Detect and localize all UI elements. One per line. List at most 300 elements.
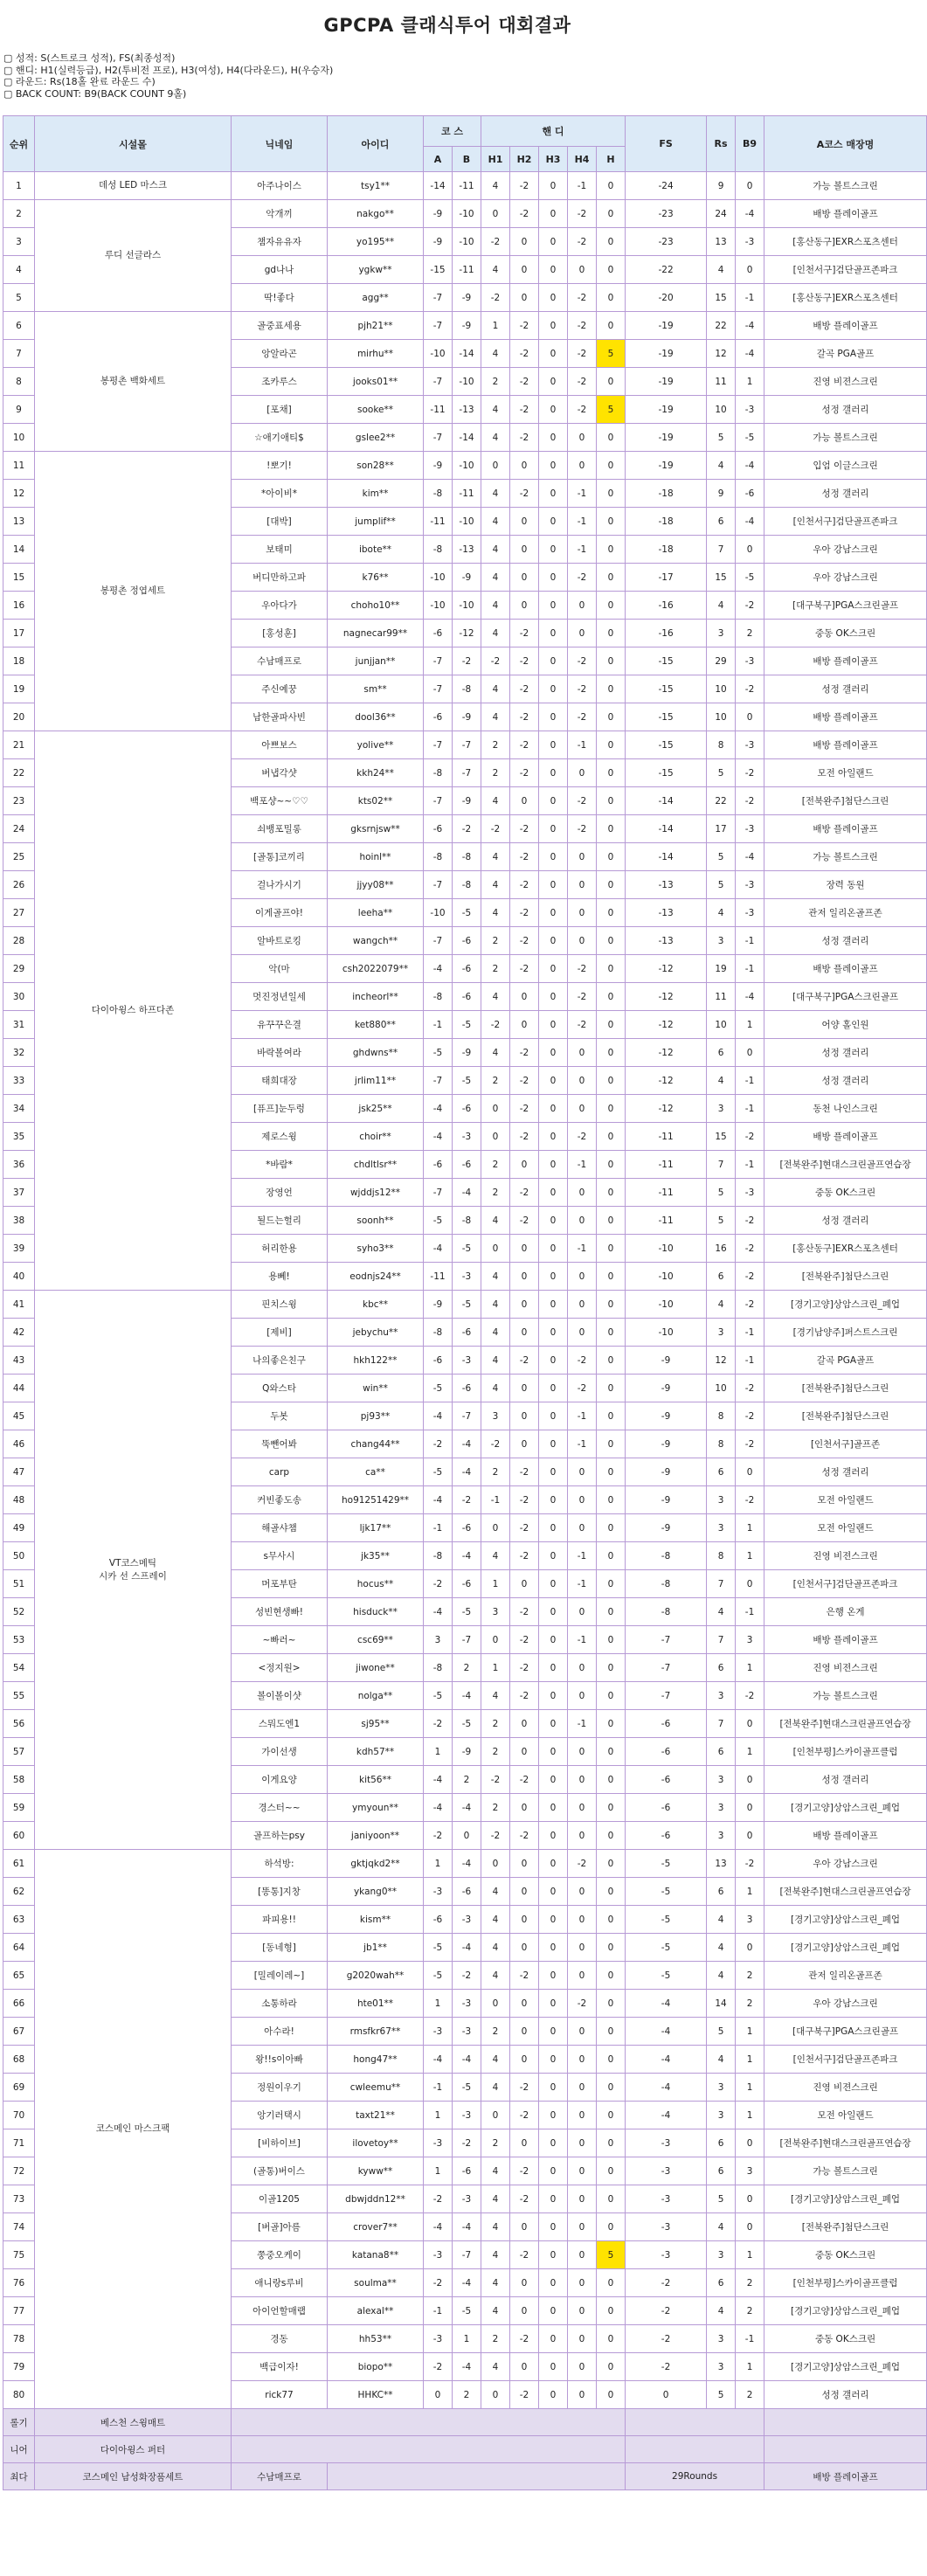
- cell-fs: -2: [626, 2353, 707, 2381]
- cell-h1: 4: [481, 675, 510, 703]
- cell-rs: 6: [707, 508, 736, 536]
- cell-h2: 0: [510, 2129, 539, 2157]
- cell-a-shop: 우아 강남스크린: [764, 1850, 927, 1878]
- cell-fs: -4: [626, 2102, 707, 2129]
- cell-b9: -2: [736, 1850, 764, 1878]
- cell-h2: 0: [510, 592, 539, 620]
- cell-nickname: 커빈좋도송: [232, 1486, 328, 1514]
- cell-a-shop: 중동 OK스크린: [764, 620, 927, 647]
- cell-course-b: -8: [453, 871, 481, 899]
- col-ashop-header: A코스 매장명: [764, 116, 927, 172]
- cell-course-a: -6: [424, 1347, 453, 1375]
- cell-rs: 9: [707, 172, 736, 200]
- cell-h3: 0: [539, 1347, 568, 1375]
- cell-h3: 0: [539, 1235, 568, 1263]
- cell-h4: -2: [568, 703, 597, 731]
- cell-h1: 4: [481, 480, 510, 508]
- cell-b9: 1: [736, 2018, 764, 2046]
- cell-rs: 5: [707, 843, 736, 871]
- cell-rs: 8: [707, 1402, 736, 1430]
- cell-course-a: -4: [424, 955, 453, 983]
- cell-h3: 0: [539, 1179, 568, 1207]
- cell-h1: 4: [481, 2297, 510, 2325]
- cell-a-shop: 갈곡 PGA골프: [764, 340, 927, 368]
- cell-h3: 0: [539, 564, 568, 592]
- cell-id: jrlim11**: [328, 1067, 424, 1095]
- cell-id: nakgo**: [328, 200, 424, 228]
- cell-nickname: 쭝중오케이: [232, 2241, 328, 2269]
- cell-id: hoinl**: [328, 843, 424, 871]
- cell-h1: 2: [481, 1067, 510, 1095]
- cell-b9: -2: [736, 759, 764, 787]
- cell-h2: 0: [510, 1570, 539, 1598]
- cell-a-shop: 어양 홀인원: [764, 1011, 927, 1039]
- cell-rs: 10: [707, 703, 736, 731]
- cell-a-shop: [대구북구]PGA스크린골프: [764, 592, 927, 620]
- cell-h1: 2: [481, 1458, 510, 1486]
- prize-nick: [232, 2409, 626, 2436]
- cell-rank: 27: [3, 899, 35, 927]
- cell-nickname: 뚝뺀어봐: [232, 1430, 328, 1458]
- cell-id: tsy1**: [328, 172, 424, 200]
- cell-h3: 0: [539, 1990, 568, 2018]
- cell-a-shop: [경기고양]상암스크린_폐업: [764, 1934, 927, 1962]
- cell-course-b: -2: [453, 1486, 481, 1514]
- cell-rank: 13: [3, 508, 35, 536]
- cell-id: hkh122**: [328, 1347, 424, 1375]
- cell-a-shop: 입엄 이글스크린: [764, 452, 927, 480]
- cell-h1: 4: [481, 1682, 510, 1710]
- cell-b9: -1: [736, 1067, 764, 1095]
- cell-h1: 4: [481, 1207, 510, 1235]
- cell-nickname: 가이선생: [232, 1738, 328, 1766]
- cell-h: 0: [597, 1766, 626, 1794]
- cell-rs: 3: [707, 620, 736, 647]
- cell-rs: 3: [707, 1486, 736, 1514]
- cell-fs: -10: [626, 1319, 707, 1347]
- cell-rank: 8: [3, 368, 35, 396]
- cell-nickname: [비하이브]: [232, 2129, 328, 2157]
- cell-id: hisduck**: [328, 1598, 424, 1626]
- cell-b9: -1: [736, 1095, 764, 1123]
- cell-h4: -2: [568, 983, 597, 1011]
- cell-h1: 4: [481, 1962, 510, 1990]
- cell-h4: -2: [568, 787, 597, 815]
- cell-h3: 0: [539, 2213, 568, 2241]
- cell-rank: 2: [3, 200, 35, 228]
- cell-h4: 0: [568, 2213, 597, 2241]
- cell-h1: 4: [481, 2157, 510, 2185]
- cell-h3: 0: [539, 1067, 568, 1095]
- cell-course-b: -5: [453, 1291, 481, 1319]
- cell-shop-group: VT코스메틱 시카 선 스프레이: [35, 1291, 232, 1850]
- cell-h: 0: [597, 1682, 626, 1710]
- cell-b9: -2: [736, 1682, 764, 1710]
- cell-rs: 3: [707, 1766, 736, 1794]
- cell-id: sj95**: [328, 1710, 424, 1738]
- cell-h4: -2: [568, 1347, 597, 1375]
- cell-rank: 42: [3, 1319, 35, 1347]
- table-row: [3, 200, 927, 228]
- cell-course-b: -6: [453, 955, 481, 983]
- cell-nickname: [퓨프]눈두렁: [232, 1095, 328, 1123]
- cell-h2: 0: [510, 2018, 539, 2046]
- cell-fs: -10: [626, 1263, 707, 1291]
- cell-id: jebychu**: [328, 1319, 424, 1347]
- cell-fs: -3: [626, 2157, 707, 2185]
- cell-h4: -1: [568, 480, 597, 508]
- cell-nickname: 보태미: [232, 536, 328, 564]
- cell-course-a: -5: [424, 1962, 453, 1990]
- cell-h1: -2: [481, 1822, 510, 1850]
- cell-h4: -2: [568, 675, 597, 703]
- cell-h4: 0: [568, 1822, 597, 1850]
- cell-rank: 70: [3, 2102, 35, 2129]
- cell-h1: 1: [481, 1654, 510, 1682]
- col-h-header: H: [597, 147, 626, 172]
- cell-course-b: -7: [453, 1626, 481, 1654]
- cell-fs: -23: [626, 228, 707, 256]
- cell-a-shop: 가능 볼트스크린: [764, 1682, 927, 1710]
- cell-course-a: -1: [424, 2074, 453, 2102]
- cell-id: katana8**: [328, 2241, 424, 2269]
- cell-id: biopo**: [328, 2353, 424, 2381]
- cell-h2: -2: [510, 1654, 539, 1682]
- cell-b9: 1: [736, 2102, 764, 2129]
- cell-course-a: -11: [424, 508, 453, 536]
- cell-h2: -2: [510, 2102, 539, 2129]
- cell-course-b: -10: [453, 228, 481, 256]
- cell-fs: -20: [626, 284, 707, 312]
- cell-nickname: 이게골프야!: [232, 899, 328, 927]
- cell-a-shop: 갈곡 PGA골프: [764, 1347, 927, 1375]
- cell-id: dool36**: [328, 703, 424, 731]
- cell-rank: 45: [3, 1402, 35, 1430]
- cell-course-a: -4: [424, 1766, 453, 1794]
- cell-rs: 4: [707, 1291, 736, 1319]
- cell-b9: 0: [736, 2213, 764, 2241]
- cell-fs: -16: [626, 592, 707, 620]
- cell-nickname: 핀치스윙: [232, 1291, 328, 1319]
- prize-rounds: [626, 2409, 764, 2436]
- cell-rank: 48: [3, 1486, 35, 1514]
- cell-rs: 6: [707, 1654, 736, 1682]
- cell-b9: 2: [736, 1962, 764, 1990]
- cell-h4: 0: [568, 1906, 597, 1934]
- cell-rs: 22: [707, 787, 736, 815]
- cell-h2: -2: [510, 1542, 539, 1570]
- cell-h3: 0: [539, 592, 568, 620]
- cell-h3: 0: [539, 2046, 568, 2074]
- cell-id: chdltlsr**: [328, 1151, 424, 1179]
- cell-course-b: -6: [453, 2157, 481, 2185]
- cell-course-b: -8: [453, 843, 481, 871]
- cell-h2: -2: [510, 172, 539, 200]
- cell-id: ket880**: [328, 1011, 424, 1039]
- cell-course-a: -3: [424, 2325, 453, 2353]
- cell-course-a: -9: [424, 200, 453, 228]
- cell-nickname: 스뭐도엔1: [232, 1710, 328, 1738]
- cell-h4: 0: [568, 1486, 597, 1514]
- cell-a-shop: 가능 볼트스크린: [764, 843, 927, 871]
- cell-b9: -3: [736, 871, 764, 899]
- cell-course-b: 0: [453, 1822, 481, 1850]
- cell-rs: 3: [707, 2241, 736, 2269]
- cell-h2: 0: [510, 1710, 539, 1738]
- prize-nick: [232, 2436, 626, 2463]
- cell-id: choir**: [328, 1123, 424, 1151]
- cell-course-b: -4: [453, 1682, 481, 1710]
- cell-h2: -2: [510, 1039, 539, 1067]
- cell-nickname: 두봇: [232, 1402, 328, 1430]
- cell-rank: 1: [3, 172, 35, 200]
- table-row: [3, 172, 927, 200]
- cell-course-b: -9: [453, 284, 481, 312]
- cell-h3: 0: [539, 2297, 568, 2325]
- cell-nickname: 우아다가: [232, 592, 328, 620]
- cell-id: mirhu**: [328, 340, 424, 368]
- cell-id: g2020wah**: [328, 1962, 424, 1990]
- cell-a-shop: 우아 강남스크린: [764, 564, 927, 592]
- cell-a-shop: [경기고양]상암스크린_폐업: [764, 2185, 927, 2213]
- cell-b9: -2: [736, 675, 764, 703]
- cell-fs: -8: [626, 1598, 707, 1626]
- cell-h4: 0: [568, 1794, 597, 1822]
- cell-h2: 0: [510, 1263, 539, 1291]
- cell-rs: 4: [707, 2046, 736, 2074]
- cell-h1: 4: [481, 703, 510, 731]
- cell-nickname: 악(마: [232, 955, 328, 983]
- cell-a-shop: [전북완주]현대스크린골프연습장: [764, 1151, 927, 1179]
- cell-b9: 0: [736, 256, 764, 284]
- cell-fs: -4: [626, 2046, 707, 2074]
- cell-course-b: -6: [453, 1151, 481, 1179]
- cell-course-a: 1: [424, 1850, 453, 1878]
- cell-rank: 14: [3, 536, 35, 564]
- cell-h1: 2: [481, 2325, 510, 2353]
- cell-nickname: 이골1205: [232, 2185, 328, 2213]
- cell-h4: 0: [568, 452, 597, 480]
- cell-h: 0: [597, 1822, 626, 1850]
- cell-id: janiyoon**: [328, 1822, 424, 1850]
- cell-course-b: -5: [453, 1710, 481, 1738]
- cell-a-shop: 성정 갤러리: [764, 1207, 927, 1235]
- cell-course-b: -9: [453, 787, 481, 815]
- cell-course-b: -3: [453, 1906, 481, 1934]
- cell-b9: 0: [736, 1710, 764, 1738]
- cell-course-b: 2: [453, 1654, 481, 1682]
- cell-nickname: 악개끼: [232, 200, 328, 228]
- cell-course-a: -8: [424, 983, 453, 1011]
- cell-b9: -3: [736, 899, 764, 927]
- cell-h3: 0: [539, 1151, 568, 1179]
- cell-nickname: *아이비*: [232, 480, 328, 508]
- cell-b9: 2: [736, 2381, 764, 2409]
- cell-h4: 0: [568, 1067, 597, 1095]
- cell-fs: -10: [626, 1235, 707, 1263]
- cell-h1: 4: [481, 1878, 510, 1906]
- cell-h: 0: [597, 1906, 626, 1934]
- cell-h3: 0: [539, 1570, 568, 1598]
- cell-rank: 58: [3, 1766, 35, 1794]
- cell-fs: -12: [626, 1039, 707, 1067]
- cell-h3: 0: [539, 1906, 568, 1934]
- cell-h2: 0: [510, 787, 539, 815]
- cell-h3: 0: [539, 1263, 568, 1291]
- cell-b9: 0: [736, 1794, 764, 1822]
- cell-course-a: -2: [424, 1430, 453, 1458]
- cell-h4: 0: [568, 843, 597, 871]
- cell-course-b: -14: [453, 340, 481, 368]
- cell-course-b: -6: [453, 1570, 481, 1598]
- cell-nickname: 경동: [232, 2325, 328, 2353]
- cell-a-shop: [경기고양]상암스크린_폐업: [764, 1794, 927, 1822]
- cell-rs: 7: [707, 1710, 736, 1738]
- cell-h4: 0: [568, 2241, 597, 2269]
- cell-a-shop: 배방 플레이골프: [764, 815, 927, 843]
- cell-h1: 4: [481, 396, 510, 424]
- cell-b9: 0: [736, 1458, 764, 1486]
- cell-a-shop: 관저 일리온골프존: [764, 899, 927, 927]
- cell-h4: -2: [568, 1375, 597, 1402]
- cell-id: ghdwns**: [328, 1039, 424, 1067]
- cell-h2: -2: [510, 2381, 539, 2409]
- cell-h2: 0: [510, 1738, 539, 1766]
- cell-id: hh53**: [328, 2325, 424, 2353]
- cell-h4: -1: [568, 731, 597, 759]
- cell-nickname: [버골]아름: [232, 2213, 328, 2241]
- cell-a-shop: 진영 비젼스크린: [764, 1654, 927, 1682]
- cell-h2: -2: [510, 647, 539, 675]
- cell-course-b: -13: [453, 396, 481, 424]
- cell-course-b: -6: [453, 1375, 481, 1402]
- cell-course-b: -7: [453, 2241, 481, 2269]
- cell-course-a: -4: [424, 1235, 453, 1263]
- prize-store: 배방 플레이골프: [764, 2463, 927, 2490]
- cell-rs: 12: [707, 340, 736, 368]
- cell-a-shop: 중동 OK스크린: [764, 2241, 927, 2269]
- cell-b9: -4: [736, 340, 764, 368]
- cell-h: 0: [597, 843, 626, 871]
- cell-b9: -2: [736, 1375, 764, 1402]
- cell-rs: 4: [707, 1598, 736, 1626]
- cell-h2: -2: [510, 480, 539, 508]
- cell-a-shop: [홍산동구]EXR스포츠센터: [764, 228, 927, 256]
- cell-b9: -1: [736, 1319, 764, 1347]
- cell-h3: 0: [539, 647, 568, 675]
- cell-b9: -4: [736, 200, 764, 228]
- cell-fs: -15: [626, 675, 707, 703]
- cell-course-a: -1: [424, 1011, 453, 1039]
- cell-h2: -2: [510, 955, 539, 983]
- cell-a-shop: 가능 볼트스크린: [764, 172, 927, 200]
- cell-h2: -2: [510, 815, 539, 843]
- cell-h2: 0: [510, 1990, 539, 2018]
- cell-h4: -2: [568, 368, 597, 396]
- cell-h: 0: [597, 1263, 626, 1291]
- cell-course-b: -3: [453, 1990, 481, 2018]
- cell-course-a: -7: [424, 284, 453, 312]
- cell-course-a: -2: [424, 1570, 453, 1598]
- cell-nickname: 제로스윙: [232, 1123, 328, 1151]
- cell-h2: -2: [510, 1514, 539, 1542]
- cell-h2: -2: [510, 1626, 539, 1654]
- cell-b9: -6: [736, 480, 764, 508]
- cell-h2: 0: [510, 452, 539, 480]
- cell-id: win**: [328, 1375, 424, 1402]
- cell-rs: 10: [707, 1375, 736, 1402]
- cell-rs: 6: [707, 1039, 736, 1067]
- cell-course-b: -14: [453, 424, 481, 452]
- cell-h1: 2: [481, 1794, 510, 1822]
- cell-id: crover7**: [328, 2213, 424, 2241]
- cell-a-shop: 성정 갤러리: [764, 1039, 927, 1067]
- cell-h: 5: [597, 2241, 626, 2269]
- cell-rs: 7: [707, 1151, 736, 1179]
- cell-h: 0: [597, 424, 626, 452]
- cell-id: hocus**: [328, 1570, 424, 1598]
- cell-rs: 11: [707, 368, 736, 396]
- cell-h1: 0: [481, 452, 510, 480]
- cell-h2: -2: [510, 312, 539, 340]
- cell-course-a: -3: [424, 1878, 453, 1906]
- cell-course-b: -11: [453, 480, 481, 508]
- cell-h: 0: [597, 1151, 626, 1179]
- cell-b9: 2: [736, 1990, 764, 2018]
- cell-h2: 0: [510, 2269, 539, 2297]
- cell-a-shop: 성정 갤러리: [764, 927, 927, 955]
- cell-nickname: 소통하라: [232, 1990, 328, 2018]
- cell-h: 0: [597, 731, 626, 759]
- cell-h2: -2: [510, 1458, 539, 1486]
- cell-b9: 1: [736, 1514, 764, 1542]
- cell-id: cwleemu**: [328, 2074, 424, 2102]
- cell-b9: -2: [736, 1263, 764, 1291]
- cell-a-shop: [인천부평]스카이골프클럽: [764, 1738, 927, 1766]
- cell-h1: 2: [481, 1710, 510, 1738]
- cell-fs: -17: [626, 564, 707, 592]
- cell-course-a: -8: [424, 536, 453, 564]
- table-row: [3, 1850, 927, 1878]
- cell-b9: -1: [736, 1347, 764, 1375]
- cell-nickname: 이게요양: [232, 1766, 328, 1794]
- cell-h4: -1: [568, 1151, 597, 1179]
- cell-h3: 0: [539, 927, 568, 955]
- cell-h: 5: [597, 340, 626, 368]
- cell-nickname: 아수라!: [232, 2018, 328, 2046]
- cell-fs: -6: [626, 1766, 707, 1794]
- cell-course-b: -4: [453, 1458, 481, 1486]
- cell-rs: 15: [707, 1123, 736, 1151]
- cell-h: 0: [597, 2213, 626, 2241]
- cell-a-shop: [경기고양]상암스크린_폐업: [764, 1906, 927, 1934]
- cell-fs: -5: [626, 1878, 707, 1906]
- cell-course-a: -7: [424, 675, 453, 703]
- cell-h: 0: [597, 1039, 626, 1067]
- cell-h4: 0: [568, 1319, 597, 1347]
- cell-rs: 9: [707, 480, 736, 508]
- cell-rank: 51: [3, 1570, 35, 1598]
- cell-rank: 53: [3, 1626, 35, 1654]
- cell-id: ilovetoy**: [328, 2129, 424, 2157]
- cell-h4: -2: [568, 955, 597, 983]
- cell-course-b: -5: [453, 2074, 481, 2102]
- cell-rank: 59: [3, 1794, 35, 1822]
- cell-h3: 0: [539, 983, 568, 1011]
- cell-course-b: -9: [453, 1738, 481, 1766]
- cell-h4: 0: [568, 1291, 597, 1319]
- cell-fs: -4: [626, 2074, 707, 2102]
